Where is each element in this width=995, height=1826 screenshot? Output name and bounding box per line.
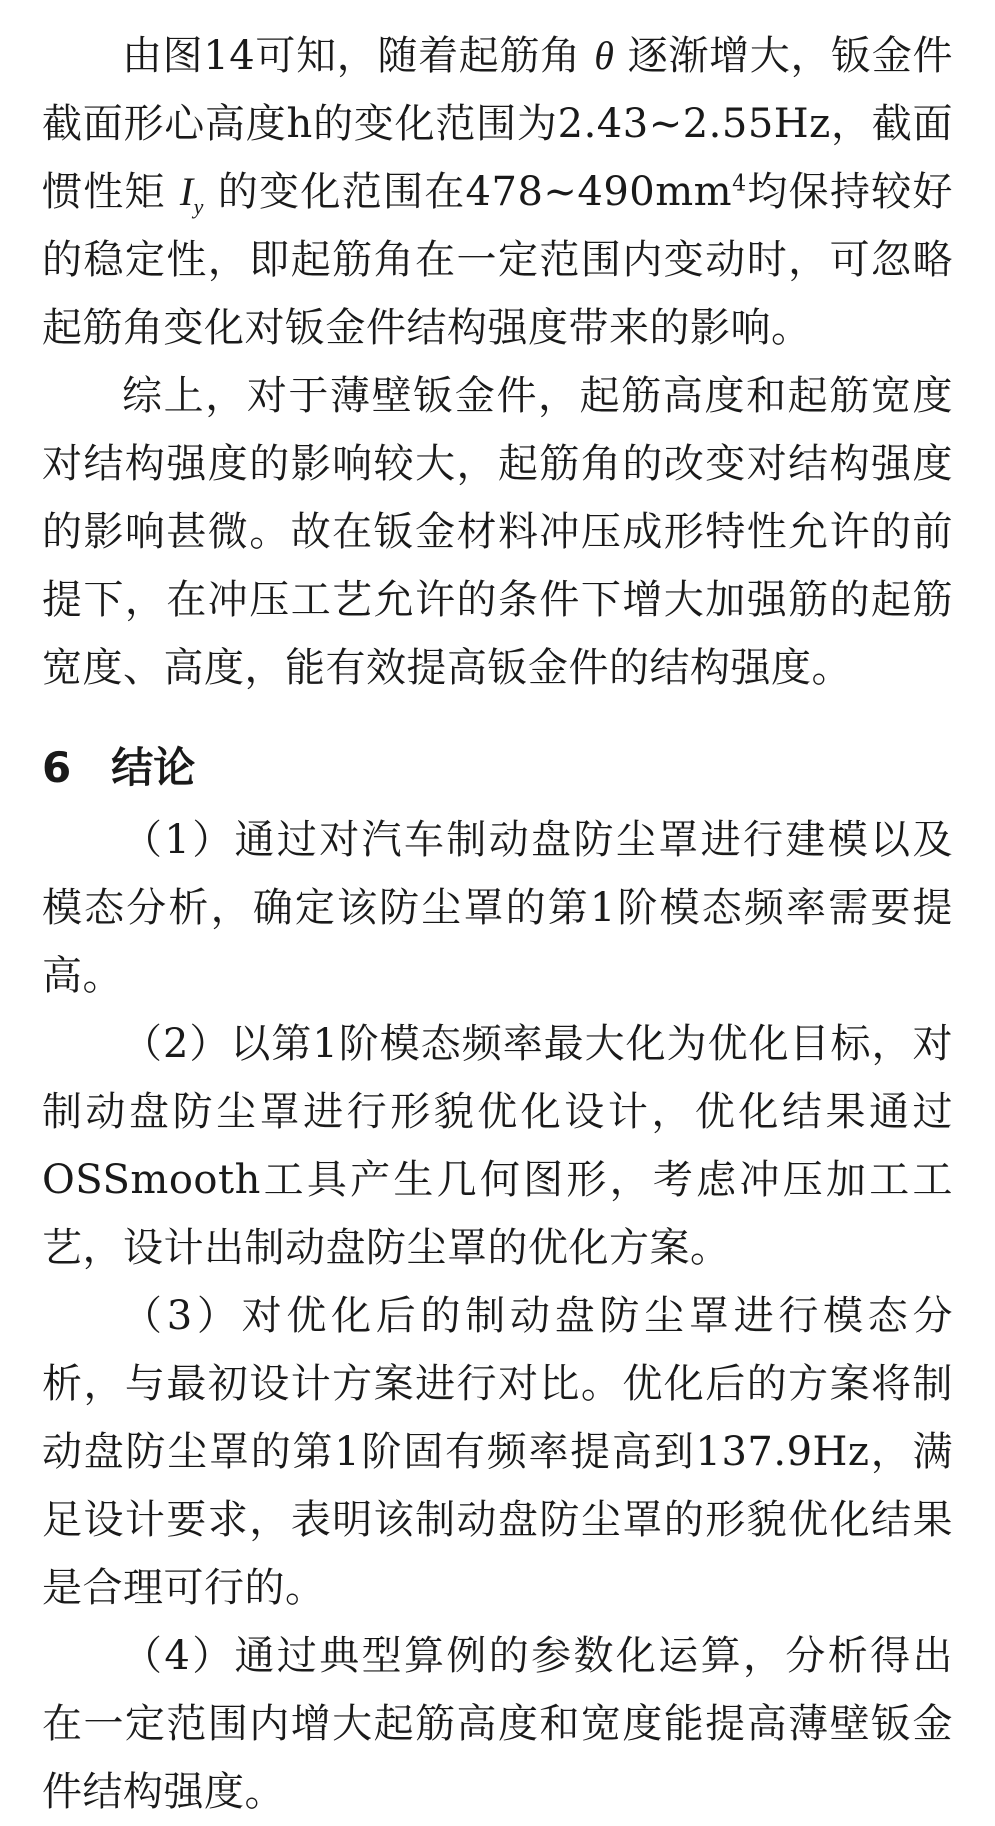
paragraph-text: 的变化范围在478~490mm	[203, 169, 733, 215]
section-number: 6	[42, 743, 72, 792]
inertia-subscript: y	[193, 194, 204, 219]
conclusion-item: （2）以第1阶模态频率最大化为优化目标，对制动盘防尘罩进行形貌优化设计，优化结果通过OSSmooth工具产生几何图形，考虑冲压加工工艺，设计出制动盘防尘罩的优化方案。	[42, 1021, 953, 1271]
conclusion-list	[42, 806, 953, 1826]
unit-superscript: 4	[732, 171, 747, 197]
inertia-symbol: I	[179, 169, 194, 214]
paragraph-text: 均保持较好的稳定性，即起筋角在一定范围内变动时，可忽略起筋角变化对钣金件结构强度带来的影响。	[42, 169, 953, 351]
paragraph-text: 逐渐增大，钣金件截面形心高度h的变化范围为2.43~2.55Hz，截面惯性矩	[42, 33, 953, 215]
theta-symbol: θ	[594, 33, 615, 78]
paragraph-angle-analysis	[42, 22, 953, 362]
section-heading	[42, 734, 953, 802]
conclusion-item: （1）通过对汽车制动盘防尘罩进行建模以及模态分析，确定该防尘罩的第1阶模态频率需要提高。	[42, 817, 953, 999]
paragraph-summary: 综上，对于薄壁钣金件，起筋高度和起筋宽度对结构强度的影响较大，起筋角的改变对结构强度的影响甚微。故在钣金材料冲压成形特性允许的前提下，在冲压工艺允许的条件下增大加强筋的起筋宽度、高度，能有效提高钣金件的结构强度。	[42, 373, 953, 691]
section-title: 结论	[111, 743, 196, 792]
paragraph-text: 由图14可知，随着起筋角	[122, 33, 595, 79]
conclusion-item: （4）通过典型算例的参数化运算，分析得出在一定范围内增大起筋高度和宽度能提高薄壁钣金件结构强度。	[42, 1633, 953, 1815]
conclusion-item: （3）对优化后的制动盘防尘罩进行模态分析，与最初设计方案进行对比。优化后的方案将制动盘防尘罩的第1阶固有频率提高到137.9Hz，满足设计要求，表明该制动盘防尘罩的形貌优化结果是合理可行的。	[42, 1293, 953, 1611]
